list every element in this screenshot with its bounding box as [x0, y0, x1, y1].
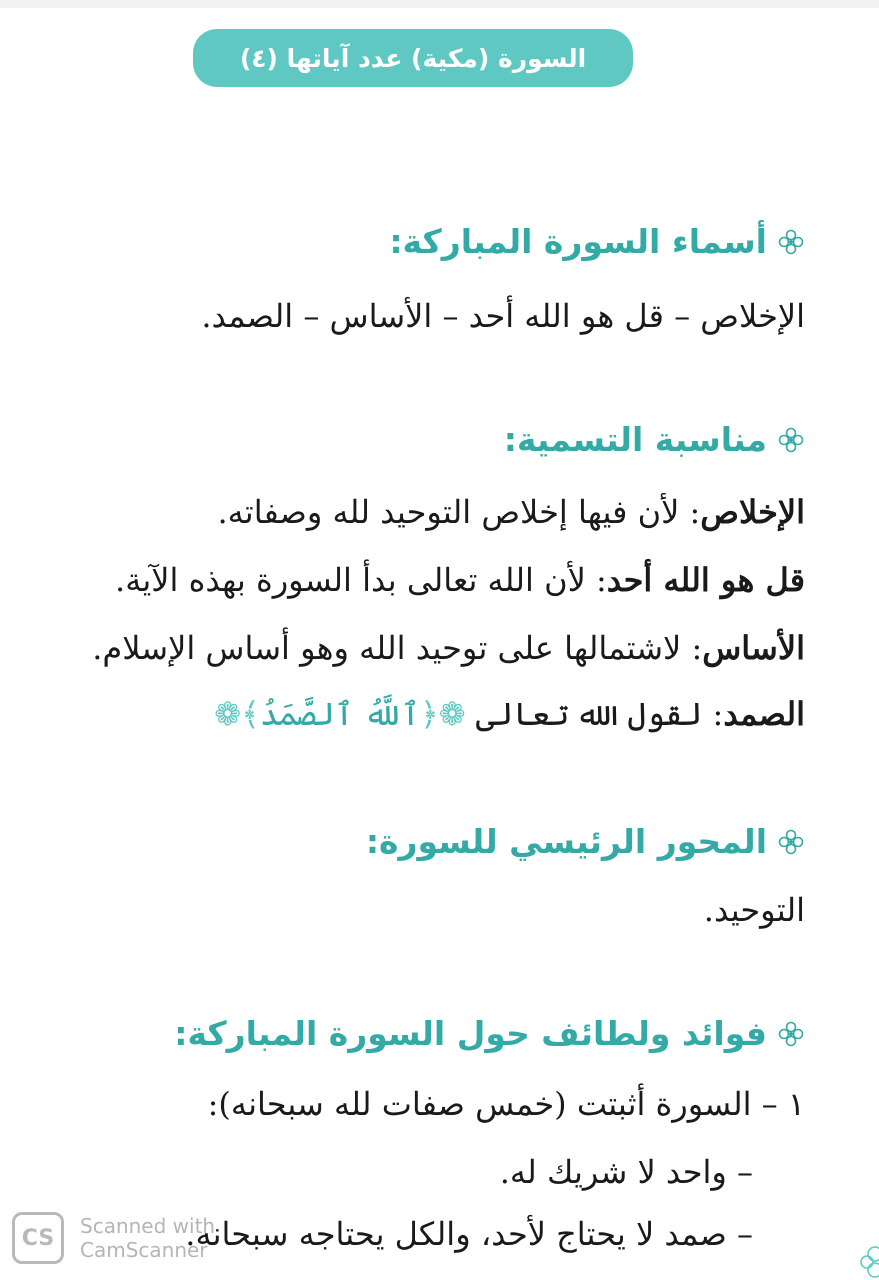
naming-explanation: : لقول الله تعالى	[465, 695, 724, 733]
camscanner-watermark	[80, 1214, 215, 1262]
naming-term: الإخلاص	[700, 493, 805, 531]
naming-explanation: : لاشتمالها على توحيد الله وهو أساس الإسلام.	[92, 629, 703, 667]
flower-ornament-icon	[777, 1020, 805, 1048]
surah-info-banner	[193, 29, 633, 87]
ornate-bracket-icon: ﴾❁	[214, 695, 260, 733]
naming-explanation: : لأن الله تعالى بدأ السورة بهذه الآية.	[115, 561, 607, 599]
heading-text: المحور الرئيسي للسورة:	[365, 822, 767, 861]
flower-ornament-icon	[777, 828, 805, 856]
ornate-bracket-icon: ❁﴿	[420, 695, 466, 733]
banner-text: السورة (مكية) عدد آياتها (٤)	[239, 43, 587, 73]
camscanner-logo: CS	[12, 1212, 64, 1264]
naming-term: الصمد	[723, 695, 805, 733]
heading-text: فوائد ولطائف حول السورة المباركة:	[174, 1014, 767, 1053]
watermark-line1: Scanned with	[80, 1214, 216, 1238]
naming-item	[214, 692, 805, 736]
watermark-line2: CamScanner	[80, 1238, 208, 1262]
benefit-line: ١ – السورة أثبتت (خمس صفات لله سبحانه):	[207, 1085, 805, 1123]
benefit-line: – صمد لا يحتاج لأحد، والكل يحتاجه سبحانه.	[185, 1215, 753, 1253]
naming-item	[92, 626, 805, 670]
naming-item	[115, 558, 805, 602]
corner-ornament-icon	[853, 1220, 879, 1280]
quran-verse: ٱللَّهُ ٱلصَّمَدُ	[259, 695, 421, 733]
flower-ornament-icon	[777, 426, 805, 454]
naming-explanation: : لأن فيها إخلاص التوحيد لله وصفاته.	[217, 493, 701, 531]
main-theme-text: التوحيد.	[703, 891, 805, 929]
naming-term: الأساس	[702, 629, 805, 667]
benefit-line: – واحد لا شريك له.	[499, 1153, 753, 1191]
top-edge	[0, 0, 879, 8]
heading-naming-reason	[504, 420, 805, 459]
flower-ornament-icon	[777, 228, 805, 256]
heading-text: مناسبة التسمية:	[503, 420, 767, 459]
heading-main-theme	[366, 822, 805, 861]
naming-term: قل هو الله أحد	[606, 561, 805, 599]
surah-names-text: الإخلاص – قل هو الله أحد – الأساس – الصمد.	[201, 297, 805, 335]
heading-surah-names	[389, 222, 805, 261]
heading-benefits	[174, 1014, 805, 1053]
naming-item	[217, 490, 805, 534]
heading-text: أسماء السورة المباركة:	[389, 222, 767, 261]
